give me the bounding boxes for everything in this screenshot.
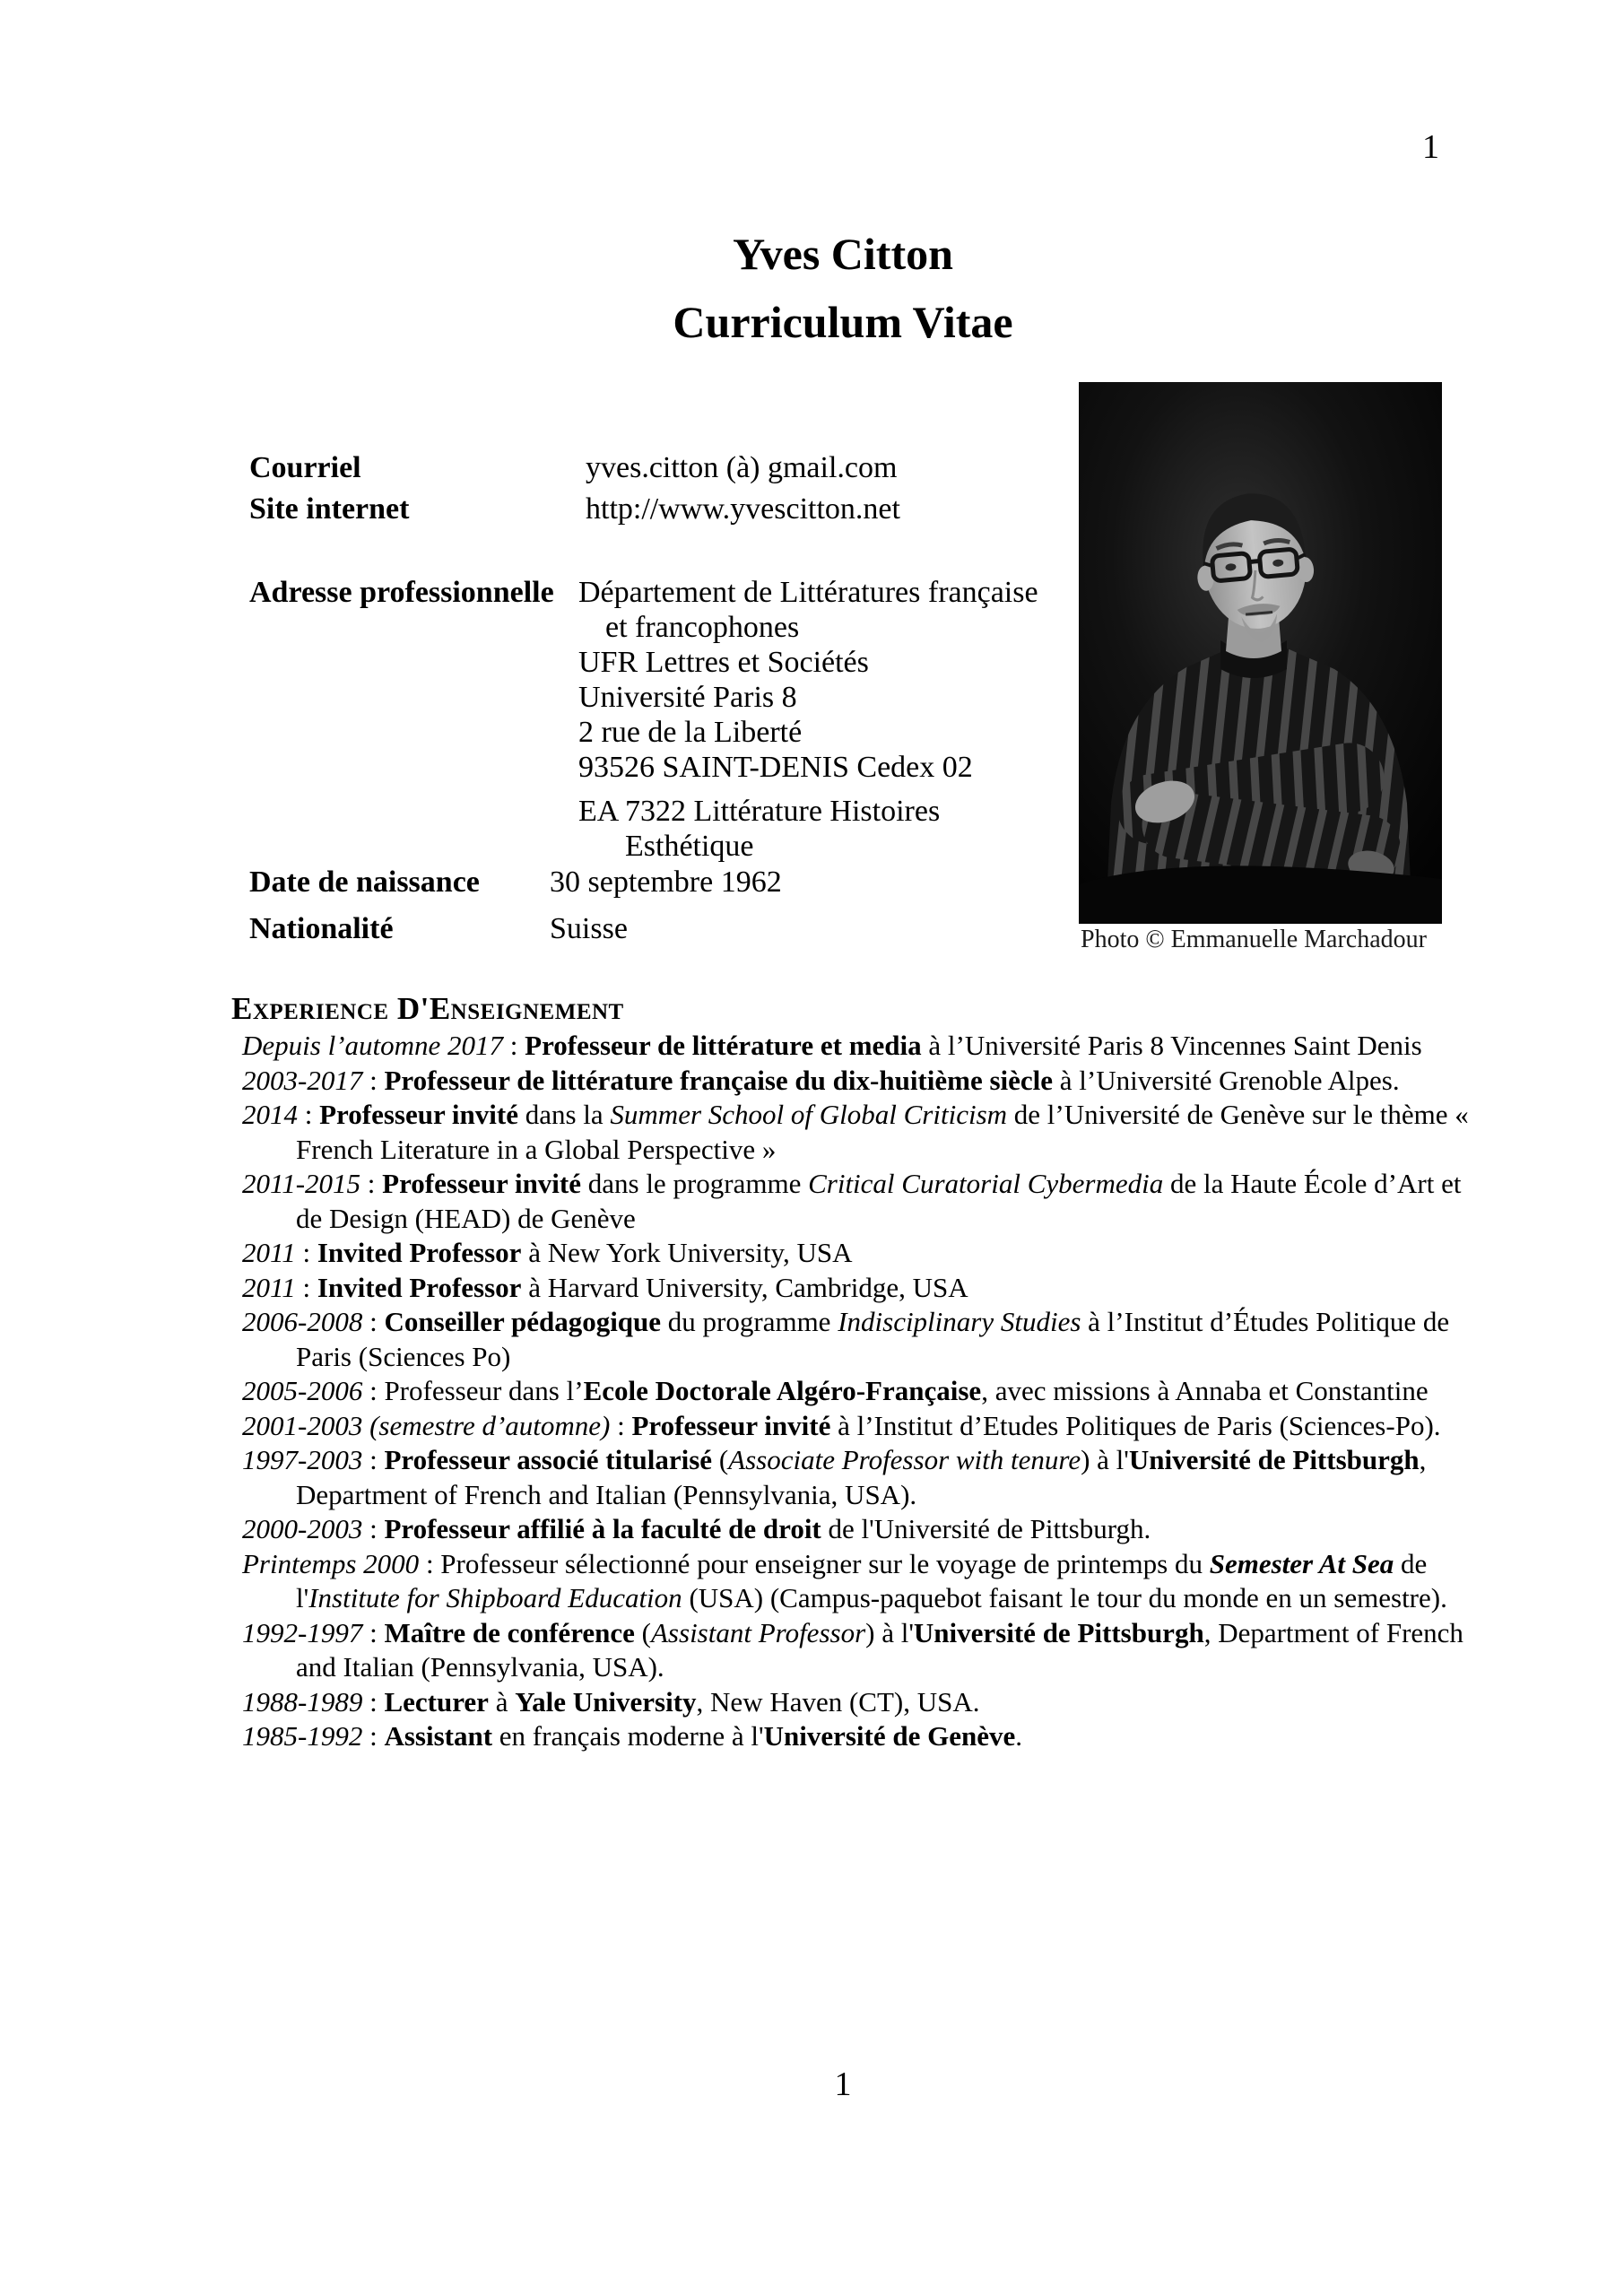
experience-section	[231, 989, 1480, 1754]
portrait-image	[1079, 382, 1442, 924]
experience-item: 2006-2008 : Conseiller pédagogique du programme Indisciplinary Studies à l’Institut d’Études Politique de Paris (Sciences Po)	[242, 1306, 1450, 1372]
experience-item: 2011 : Invited Professor à Harvard University, Cambridge, USA	[242, 1271, 968, 1303]
experience-item: 2011 : Invited Professor à New York University, USA	[242, 1237, 853, 1268]
address-line: et francophones	[605, 611, 800, 644]
document-header	[231, 220, 1455, 356]
experience-item: 2011-2015 : Professeur invité dans le programme Critical Curatorial Cybermedia de la Haute École d’Art et de Design (HEAD) de Genève	[242, 1168, 1462, 1234]
experience-item: Printemps 2000 : Professeur sélectionné pour enseigner sur le voyage de printemps du Semester At Sea de l'Institute for Shipboard Education (USA) (Campus-paquebot faisant le tour du monde en un semestre).	[242, 1547, 1447, 1613]
page-number-top: 1	[1422, 128, 1439, 166]
experience-item: 2014 : Professeur invité dans la Summer School of Global Criticism de l’Université de Genève sur le thème « French Literature in a Global Perspective »	[242, 1099, 1469, 1165]
birthdate-value: 30 septembre 1962	[550, 865, 782, 899]
address-line: 93526 SAINT-DENIS Cedex 02	[578, 751, 973, 784]
document-title: Curriculum Vitae	[673, 297, 1013, 347]
experience-item: 2001-2003 (semestre d’automne) : Professeur invité à l’Institut d’Etudes Politiques de Paris (Sciences-Po).	[242, 1409, 1441, 1441]
address-line: Université Paris 8	[578, 681, 797, 714]
address-label: Adresse professionnelle	[249, 576, 554, 609]
experience-item: 2005-2006 : Professeur dans l’Ecole Doctorale Algéro-Française, avec missions à Annaba et Constantine	[242, 1375, 1429, 1406]
address-line: UFR Lettres et Sociétés	[578, 646, 869, 679]
website-link[interactable]: http://www.yvescitton.net	[586, 492, 900, 526]
address-line: 2 rue de la Liberté	[578, 716, 803, 749]
address-value	[578, 575, 1038, 864]
experience-item: 1992-1997 : Maître de conférence (Assistant Professor) à l'Université de Pittsburgh, Department of French and Italian (Pennsylvania, USA).	[242, 1616, 1463, 1683]
experience-item: 2000-2003 : Professeur affilié à la faculté de droit de l'Université de Pittsburgh.	[242, 1513, 1151, 1544]
birthdate-label: Date de naissance	[249, 865, 480, 899]
author-name: Yves Citton	[733, 229, 953, 279]
nationality-label: Nationalité	[249, 912, 394, 945]
address-line: Département de Littératures française	[578, 576, 1038, 609]
website-label: Site internet	[249, 492, 410, 526]
email-value: yves.citton (à) gmail.com	[586, 451, 898, 484]
experience-item: 1985-1992 : Assistant en français moderne à l'Université de Genève.	[242, 1720, 1022, 1752]
experience-item: 1988-1989 : Lecturer à Yale University, New Haven (CT), USA.	[242, 1685, 980, 1718]
photo-credit: Photo © Emmanuelle Marchadour	[1081, 926, 1427, 953]
experience-heading: Experience D'Enseignement	[231, 991, 624, 1026]
address-line: Esthétique	[625, 830, 754, 863]
nationality-value: Suisse	[550, 912, 628, 945]
page-number-bottom: 1	[834, 2066, 852, 2103]
experience-item: 1997-2003 : Professeur associé titularisé (Associate Professor with tenure) à l'Université de Pittsburgh, Department of French and Italian (Pennsylvania, USA).	[242, 1444, 1427, 1510]
experience-item: 2003-2017 : Professeur de littérature française du dix-huitième siècle à l’Université Grenoble Alpes.	[242, 1064, 1400, 1096]
address-line: EA 7322 Littérature Histoires	[578, 795, 941, 828]
portrait-photo	[1079, 382, 1442, 924]
experience-item: Depuis l’automne 2017 : Professeur de littérature et media à l’Université Paris 8 Vincennes Saint Denis	[242, 1030, 1422, 1061]
email-label: Courriel	[249, 451, 361, 484]
